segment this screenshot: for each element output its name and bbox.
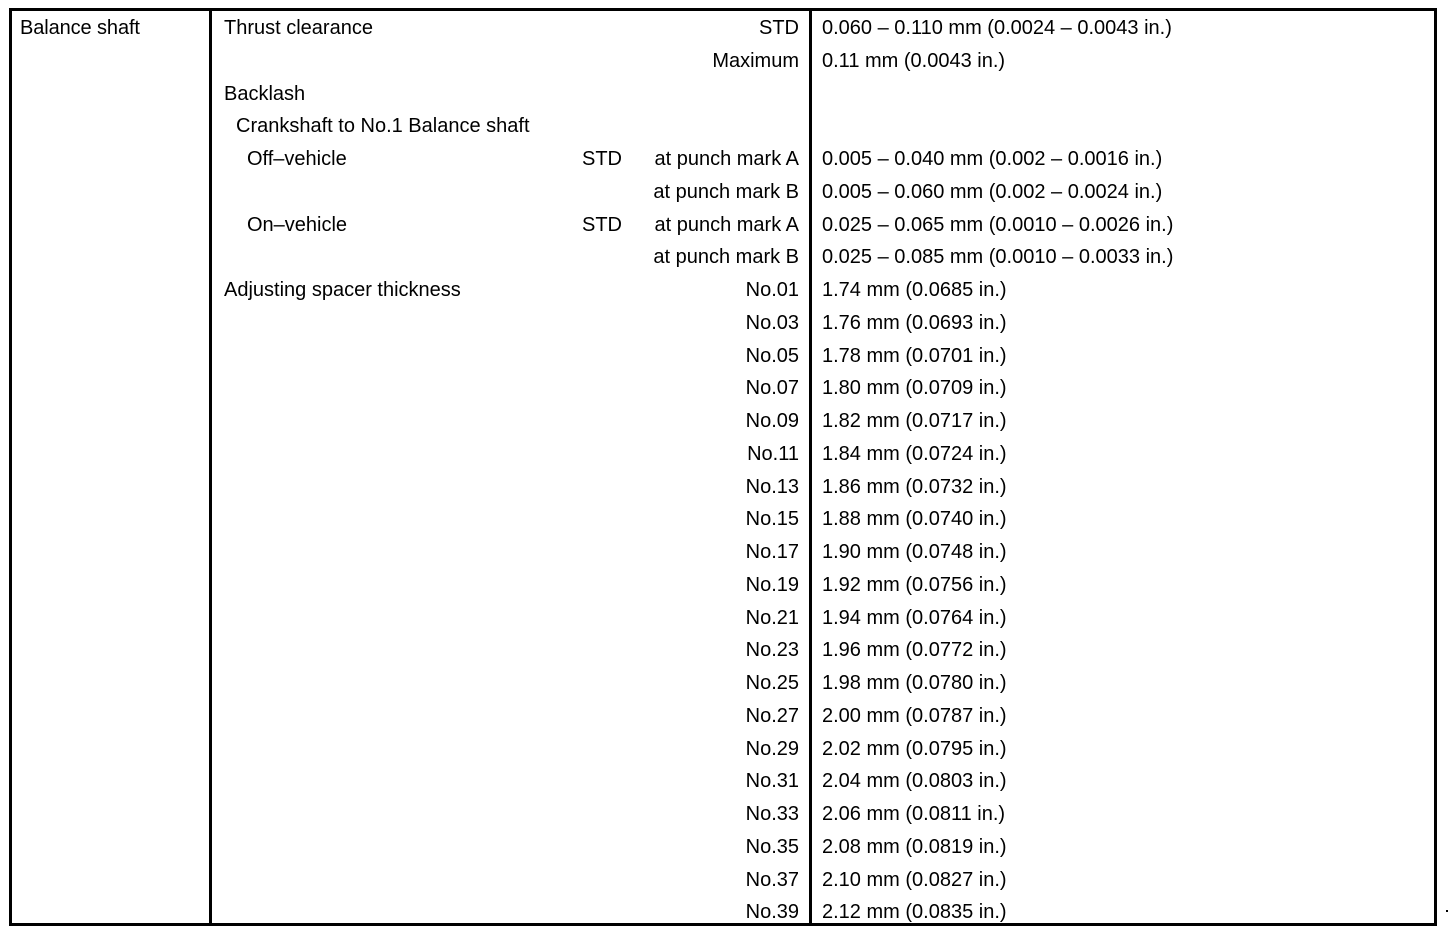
row-value: 2.10 mm (0.0827 in.) [822,868,1007,891]
table-row [212,45,809,77]
row-qualifier: No.11 [747,442,799,465]
table-row [212,602,809,634]
table-row [212,700,809,732]
row-qualifier: STD [759,17,799,39]
row-qualifier: No.35 [745,835,799,858]
row-qualifier: No.01 [745,279,799,301]
table-row [212,340,809,372]
row-value: 2.00 mm (0.0787 in.) [822,704,1007,727]
row-qualifier: at punch mark A [654,213,799,236]
row-value: 1.78 mm (0.0701 in.) [822,344,1007,367]
row-value: 2.06 mm (0.0811 in.) [822,803,1006,825]
row-value: 0.11 mm (0.0043 in.) [822,49,1006,72]
row-qualifier: No.07 [745,377,799,400]
row-qualifier: No.13 [745,475,799,498]
table-row [212,372,809,404]
row-value: 0.025 – 0.085 mm (0.0010 – 0.0033 in.) [822,246,1174,269]
row-qualifier: at punch mark B [653,246,799,269]
table-row [212,143,809,175]
row-value: 2.04 mm (0.0803 in.) [822,770,1007,793]
row-value: 1.86 mm (0.0732 in.) [822,475,1007,498]
row-value: 1.98 mm (0.0780 in.) [822,672,1007,694]
row-value: 1.84 mm (0.0724 in.) [822,442,1007,465]
table-row [212,569,809,601]
row-qualifier: No.29 [745,737,799,760]
row-qualifier: No.09 [745,410,799,432]
row-qualifier: No.21 [745,606,799,629]
table-row [212,110,809,142]
scan-speck [1446,910,1448,912]
row-value: 1.82 mm (0.0717 in.) [822,410,1007,432]
row-value: 1.80 mm (0.0709 in.) [822,377,1007,400]
row-qualifier: No.03 [745,311,799,334]
table-row [212,438,809,470]
row-qualifier: No.27 [745,704,799,727]
table-row [212,536,809,568]
table-row [212,765,809,797]
table-row [212,307,809,339]
row-qualifier: No.25 [745,672,799,694]
row-qualifier: Maximum [712,49,799,72]
row-value: 0.060 – 0.110 mm (0.0024 – 0.0043 in.) [822,17,1172,39]
row-value: 1.92 mm (0.0756 in.) [822,573,1007,596]
table-row [212,209,809,241]
row-qualifier: No.17 [745,541,799,563]
row-label: Backlash [224,82,306,105]
row-label: Off–vehicle [247,148,347,170]
row-label: Crankshaft to No.1 Balance shaft [236,115,530,138]
row-value: 1.90 mm (0.0748 in.) [822,541,1007,563]
table-row [212,667,809,699]
table-row [212,503,809,535]
table-row [212,12,809,44]
table-row [212,78,809,110]
row-qualifier: No.33 [745,803,799,825]
row-value: 2.12 mm (0.0835 in.) [822,901,1007,924]
category-label: Balance shaft [20,17,140,39]
table-row [212,831,809,863]
table-row [212,471,809,503]
table-row [212,798,809,830]
row-value: 0.005 – 0.060 mm (0.002 – 0.0024 in.) [822,180,1163,203]
row-label: Thrust clearance [224,17,373,39]
row-label: Adjusting spacer thickness [224,279,461,301]
row-qualifier: at punch mark B [653,180,799,203]
row-qualifier: No.05 [745,344,799,367]
row-qualifier: No.39 [745,901,799,924]
row-value: 2.02 mm (0.0795 in.) [822,737,1007,760]
row-std-marker: STD [582,213,622,236]
row-value: 0.005 – 0.040 mm (0.002 – 0.0016 in.) [822,148,1163,170]
row-qualifier: No.31 [745,770,799,793]
row-qualifier: No.23 [745,639,799,662]
column-divider-2 [809,8,812,926]
row-value: 2.08 mm (0.0819 in.) [822,835,1007,858]
row-value: 0.025 – 0.065 mm (0.0010 – 0.0026 in.) [822,213,1174,236]
table-row [212,634,809,666]
table-row [212,733,809,765]
row-value: 1.94 mm (0.0764 in.) [822,606,1007,629]
row-value: 1.74 mm (0.0685 in.) [822,279,1007,301]
table-row [212,176,809,208]
row-qualifier: No.37 [745,868,799,891]
row-value: 1.88 mm (0.0740 in.) [822,508,1007,531]
row-std-marker: STD [582,148,622,170]
row-value: 1.76 mm (0.0693 in.) [822,311,1007,334]
table-row [212,405,809,437]
table-row [212,274,809,306]
table-row [212,896,809,928]
table-row [212,864,809,896]
row-qualifier: No.15 [745,508,799,531]
row-value: 1.96 mm (0.0772 in.) [822,639,1007,662]
row-qualifier: at punch mark A [654,148,799,170]
table-row [212,241,809,273]
row-label: On–vehicle [247,213,348,236]
row-qualifier: No.19 [745,573,799,596]
